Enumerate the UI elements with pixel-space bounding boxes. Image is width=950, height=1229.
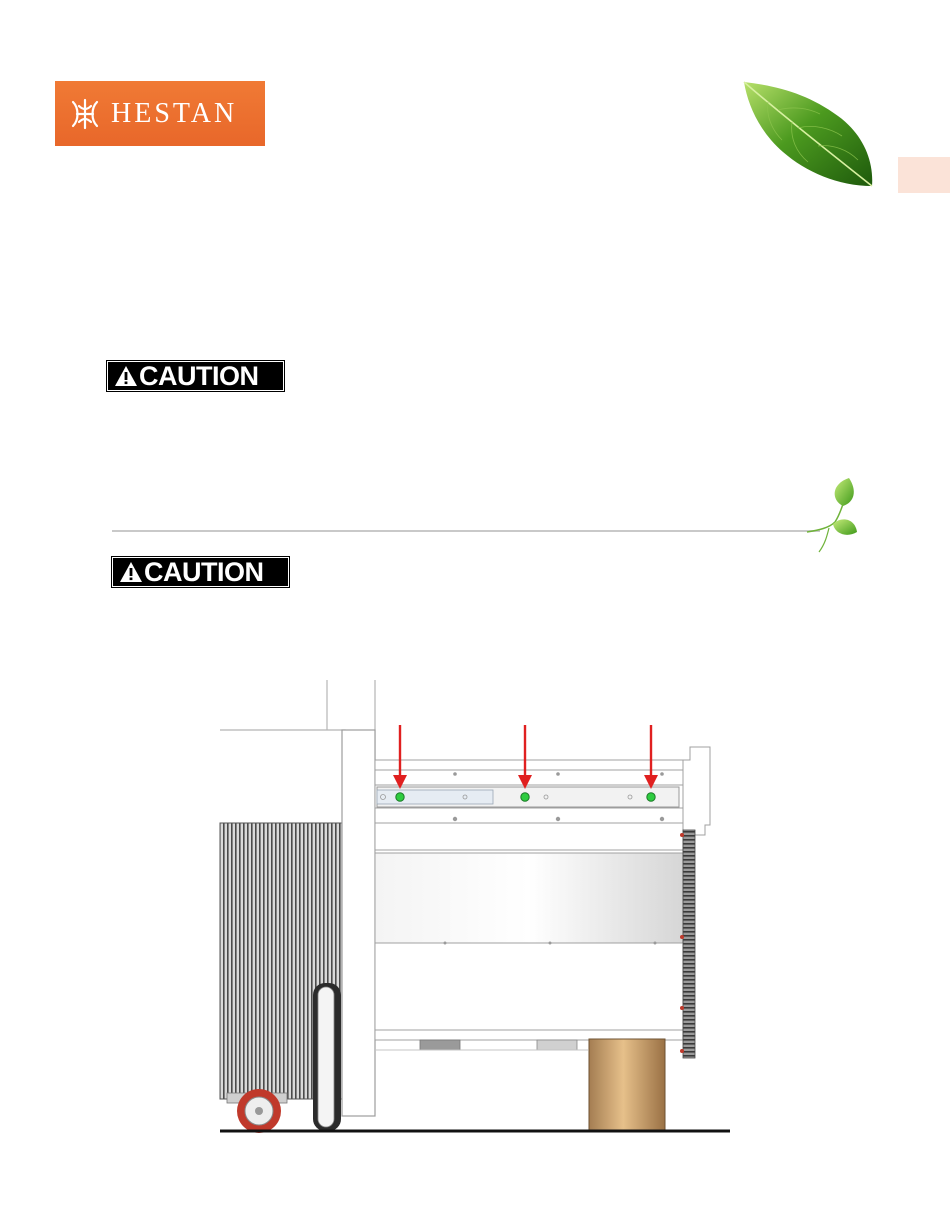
cart-drawer-diagram	[215, 675, 735, 1140]
caution-label	[106, 360, 285, 392]
screw-marker	[521, 793, 529, 801]
caution-text: CAUTION	[144, 556, 264, 587]
section-divider	[112, 530, 820, 532]
hestan-logo	[55, 81, 265, 146]
wood-support-block	[589, 1039, 665, 1131]
brand-name: HESTAN	[111, 97, 238, 129]
frame-post	[342, 730, 375, 1116]
large-wheel	[313, 983, 341, 1131]
caution-label	[111, 556, 290, 588]
leaf-icon	[738, 76, 878, 191]
hestan-monogram-icon	[65, 94, 105, 134]
section-side-tab	[898, 157, 950, 193]
ribbed-handle	[683, 830, 695, 1058]
drawer-feet	[375, 1040, 588, 1050]
right-bracket	[683, 747, 710, 835]
caster-wheel	[227, 1089, 287, 1133]
warning-triangle-icon	[114, 365, 138, 387]
caution-text: CAUTION	[139, 360, 259, 391]
sprout-icon	[805, 476, 860, 554]
screw-marker	[396, 793, 404, 801]
screw-marker	[647, 793, 655, 801]
warning-triangle-icon	[119, 561, 143, 583]
